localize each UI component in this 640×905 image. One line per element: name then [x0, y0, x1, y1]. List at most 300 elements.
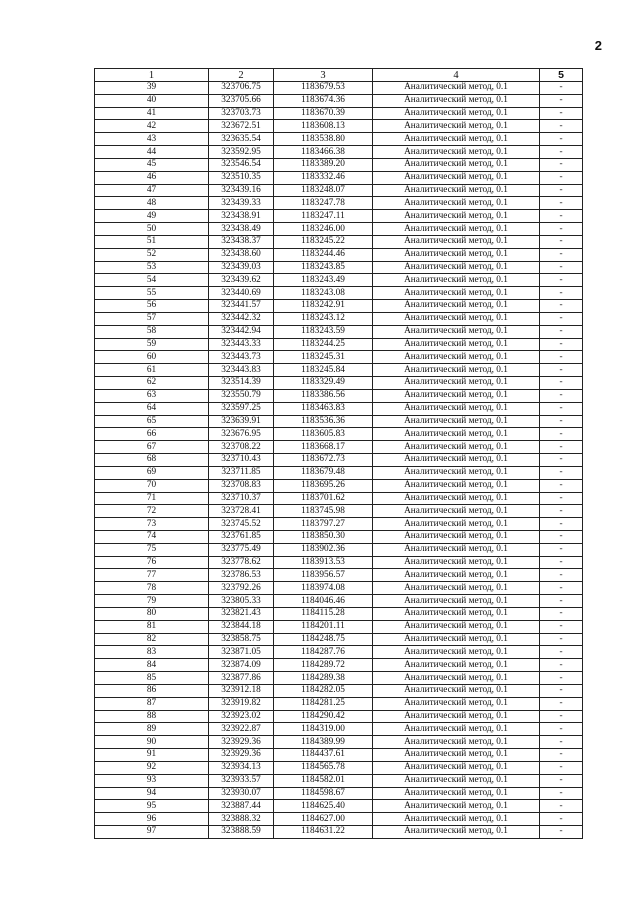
point-number-cell: 87: [95, 697, 209, 710]
point-number-cell: 40: [95, 94, 209, 107]
method-cell: Аналитический метод, 0.1: [373, 787, 540, 800]
x-coordinate-cell: 323874.09: [209, 659, 274, 672]
note-cell: -: [540, 479, 583, 492]
method-cell: Аналитический метод, 0.1: [373, 94, 540, 107]
method-cell: Аналитический метод, 0.1: [373, 441, 540, 454]
note-cell: -: [540, 107, 583, 120]
x-coordinate-cell: 323786.53: [209, 569, 274, 582]
table-row: [95, 530, 583, 543]
y-coordinate-cell: 1183246.00: [274, 223, 373, 236]
point-number-cell: 63: [95, 389, 209, 402]
point-number-cell: 70: [95, 479, 209, 492]
y-coordinate-cell: 1183674.36: [274, 94, 373, 107]
table-row: [95, 171, 583, 184]
point-number-cell: 56: [95, 300, 209, 313]
point-number-cell: 80: [95, 607, 209, 620]
method-cell: Аналитический метод, 0.1: [373, 107, 540, 120]
y-coordinate-cell: 1183536.36: [274, 415, 373, 428]
table-row: [95, 569, 583, 582]
method-cell: Аналитический метод, 0.1: [373, 171, 540, 184]
header-row: [95, 69, 583, 82]
table-row: [95, 684, 583, 697]
point-number-cell: 68: [95, 454, 209, 467]
table-row: [95, 325, 583, 338]
table-row: [95, 672, 583, 685]
note-cell: -: [540, 300, 583, 313]
table-row: [95, 774, 583, 787]
note-cell: -: [540, 261, 583, 274]
x-coordinate-cell: 323888.32: [209, 813, 274, 826]
point-number-cell: 44: [95, 146, 209, 159]
x-coordinate-cell: 323923.02: [209, 710, 274, 723]
method-cell: Аналитический метод, 0.1: [373, 223, 540, 236]
x-coordinate-cell: 323439.03: [209, 261, 274, 274]
note-cell: -: [540, 774, 583, 787]
table-row: [95, 646, 583, 659]
x-coordinate-cell: 323592.95: [209, 146, 274, 159]
point-number-cell: 39: [95, 82, 209, 95]
y-coordinate-cell: 1183247.11: [274, 210, 373, 223]
note-cell: -: [540, 672, 583, 685]
x-coordinate-cell: 323703.73: [209, 107, 274, 120]
x-coordinate-cell: 323438.60: [209, 248, 274, 261]
table-row: [95, 556, 583, 569]
x-coordinate-cell: 323438.37: [209, 235, 274, 248]
y-coordinate-cell: 1183670.39: [274, 107, 373, 120]
table-row: [95, 633, 583, 646]
x-coordinate-cell: 323805.33: [209, 595, 274, 608]
method-cell: Аналитический метод, 0.1: [373, 633, 540, 646]
x-coordinate-cell: 323778.62: [209, 556, 274, 569]
table-row: [95, 479, 583, 492]
y-coordinate-cell: 1183243.49: [274, 274, 373, 287]
y-coordinate-cell: 1184290.42: [274, 710, 373, 723]
table-body: [95, 82, 583, 839]
method-cell: Аналитический метод, 0.1: [373, 595, 540, 608]
point-number-cell: 48: [95, 197, 209, 210]
point-number-cell: 84: [95, 659, 209, 672]
note-cell: -: [540, 454, 583, 467]
method-cell: Аналитический метод, 0.1: [373, 479, 540, 492]
point-number-cell: 79: [95, 595, 209, 608]
x-coordinate-cell: 323550.79: [209, 389, 274, 402]
y-coordinate-cell: 1183245.84: [274, 364, 373, 377]
table-row: [95, 197, 583, 210]
table-row: [95, 505, 583, 518]
y-coordinate-cell: 1183244.46: [274, 248, 373, 261]
method-cell: Аналитический метод, 0.1: [373, 774, 540, 787]
x-coordinate-cell: 323888.59: [209, 826, 274, 839]
note-cell: -: [540, 351, 583, 364]
x-coordinate-cell: 323442.32: [209, 312, 274, 325]
x-coordinate-cell: 323745.52: [209, 518, 274, 531]
point-number-cell: 67: [95, 441, 209, 454]
table-row: [95, 441, 583, 454]
y-coordinate-cell: 1183389.20: [274, 158, 373, 171]
table-row: [95, 210, 583, 223]
method-cell: Аналитический метод, 0.1: [373, 684, 540, 697]
table-row: [95, 582, 583, 595]
point-number-cell: 50: [95, 223, 209, 236]
x-coordinate-cell: 323672.51: [209, 120, 274, 133]
table-row: [95, 518, 583, 531]
point-number-cell: 78: [95, 582, 209, 595]
y-coordinate-cell: 1184281.25: [274, 697, 373, 710]
method-cell: Аналитический метод, 0.1: [373, 492, 540, 505]
y-coordinate-cell: 1184289.38: [274, 672, 373, 685]
header-cell-3: 3: [274, 69, 373, 82]
x-coordinate-cell: 323761.85: [209, 530, 274, 543]
y-coordinate-cell: 1183679.48: [274, 466, 373, 479]
y-coordinate-cell: 1183332.46: [274, 171, 373, 184]
y-coordinate-cell: 1184631.22: [274, 826, 373, 839]
method-cell: Аналитический метод, 0.1: [373, 312, 540, 325]
table-row: [95, 723, 583, 736]
method-cell: Аналитический метод, 0.1: [373, 672, 540, 685]
y-coordinate-cell: 1183672.73: [274, 454, 373, 467]
table-row: [95, 107, 583, 120]
x-coordinate-cell: 323441.57: [209, 300, 274, 313]
table-row: [95, 800, 583, 813]
y-coordinate-cell: 1183913.53: [274, 556, 373, 569]
point-number-cell: 69: [95, 466, 209, 479]
y-coordinate-cell: 1184115.28: [274, 607, 373, 620]
note-cell: -: [540, 646, 583, 659]
point-number-cell: 54: [95, 274, 209, 287]
note-cell: -: [540, 248, 583, 261]
point-number-cell: 41: [95, 107, 209, 120]
x-coordinate-cell: 323775.49: [209, 543, 274, 556]
point-number-cell: 71: [95, 492, 209, 505]
method-cell: Аналитический метод, 0.1: [373, 274, 540, 287]
x-coordinate-cell: 323711.85: [209, 466, 274, 479]
table-row: [95, 312, 583, 325]
point-number-cell: 97: [95, 826, 209, 839]
x-coordinate-cell: 323706.75: [209, 82, 274, 95]
y-coordinate-cell: 1183745.98: [274, 505, 373, 518]
table-row: [95, 659, 583, 672]
method-cell: Аналитический метод, 0.1: [373, 582, 540, 595]
table-row: [95, 184, 583, 197]
point-number-cell: 51: [95, 235, 209, 248]
y-coordinate-cell: 1184389.99: [274, 736, 373, 749]
point-number-cell: 90: [95, 736, 209, 749]
point-number-cell: 85: [95, 672, 209, 685]
table-row: [95, 235, 583, 248]
table-row: [95, 261, 583, 274]
point-number-cell: 52: [95, 248, 209, 261]
method-cell: Аналитический метод, 0.1: [373, 158, 540, 171]
table-header: [95, 69, 583, 82]
x-coordinate-cell: 323728.41: [209, 505, 274, 518]
y-coordinate-cell: 1184625.40: [274, 800, 373, 813]
note-cell: -: [540, 826, 583, 839]
note-cell: -: [540, 595, 583, 608]
note-cell: -: [540, 569, 583, 582]
table-row: [95, 94, 583, 107]
point-number-cell: 66: [95, 428, 209, 441]
method-cell: Аналитический метод, 0.1: [373, 415, 540, 428]
method-cell: Аналитический метод, 0.1: [373, 620, 540, 633]
note-cell: -: [540, 633, 583, 646]
y-coordinate-cell: 1183974.08: [274, 582, 373, 595]
table-row: [95, 248, 583, 261]
y-coordinate-cell: 1184282.05: [274, 684, 373, 697]
y-coordinate-cell: 1183248.07: [274, 184, 373, 197]
note-cell: -: [540, 441, 583, 454]
note-cell: -: [540, 697, 583, 710]
x-coordinate-cell: 323439.33: [209, 197, 274, 210]
note-cell: -: [540, 235, 583, 248]
table-row: [95, 274, 583, 287]
table-row: [95, 158, 583, 171]
point-number-cell: 74: [95, 530, 209, 543]
x-coordinate-cell: 323922.87: [209, 723, 274, 736]
note-cell: -: [540, 377, 583, 390]
y-coordinate-cell: 1183245.22: [274, 235, 373, 248]
point-number-cell: 82: [95, 633, 209, 646]
note-cell: -: [540, 312, 583, 325]
table-row: [95, 415, 583, 428]
note-cell: -: [540, 82, 583, 95]
y-coordinate-cell: 1183247.78: [274, 197, 373, 210]
x-coordinate-cell: 323440.69: [209, 287, 274, 300]
table-row: [95, 813, 583, 826]
method-cell: Аналитический метод, 0.1: [373, 556, 540, 569]
note-cell: -: [540, 761, 583, 774]
table-row: [95, 595, 583, 608]
note-cell: -: [540, 428, 583, 441]
x-coordinate-cell: 323858.75: [209, 633, 274, 646]
method-cell: Аналитический метод, 0.1: [373, 120, 540, 133]
table-row: [95, 338, 583, 351]
y-coordinate-cell: 1184289.72: [274, 659, 373, 672]
note-cell: -: [540, 556, 583, 569]
y-coordinate-cell: 1184565.78: [274, 761, 373, 774]
x-coordinate-cell: 323933.57: [209, 774, 274, 787]
method-cell: Аналитический метод, 0.1: [373, 300, 540, 313]
note-cell: -: [540, 415, 583, 428]
y-coordinate-cell: 1183695.26: [274, 479, 373, 492]
method-cell: Аналитический метод, 0.1: [373, 210, 540, 223]
y-coordinate-cell: 1183605.83: [274, 428, 373, 441]
y-coordinate-cell: 1183243.12: [274, 312, 373, 325]
note-cell: -: [540, 389, 583, 402]
x-coordinate-cell: 323443.73: [209, 351, 274, 364]
method-cell: Аналитический метод, 0.1: [373, 364, 540, 377]
y-coordinate-cell: 1183243.85: [274, 261, 373, 274]
point-number-cell: 95: [95, 800, 209, 813]
method-cell: Аналитический метод, 0.1: [373, 761, 540, 774]
method-cell: Аналитический метод, 0.1: [373, 659, 540, 672]
point-number-cell: 76: [95, 556, 209, 569]
point-number-cell: 47: [95, 184, 209, 197]
header-cell-1: 1: [95, 69, 209, 82]
x-coordinate-cell: 323676.95: [209, 428, 274, 441]
y-coordinate-cell: 1184046.46: [274, 595, 373, 608]
point-number-cell: 72: [95, 505, 209, 518]
x-coordinate-cell: 323929.36: [209, 749, 274, 762]
x-coordinate-cell: 323929.36: [209, 736, 274, 749]
method-cell: Аналитический метод, 0.1: [373, 723, 540, 736]
point-number-cell: 73: [95, 518, 209, 531]
x-coordinate-cell: 323930.07: [209, 787, 274, 800]
point-number-cell: 96: [95, 813, 209, 826]
point-number-cell: 77: [95, 569, 209, 582]
table-row: [95, 133, 583, 146]
y-coordinate-cell: 1184248.75: [274, 633, 373, 646]
y-coordinate-cell: 1183668.17: [274, 441, 373, 454]
y-coordinate-cell: 1183466.38: [274, 146, 373, 159]
point-number-cell: 91: [95, 749, 209, 762]
method-cell: Аналитический метод, 0.1: [373, 736, 540, 749]
method-cell: Аналитический метод, 0.1: [373, 184, 540, 197]
table-row: [95, 492, 583, 505]
table-row: [95, 120, 583, 133]
y-coordinate-cell: 1184319.00: [274, 723, 373, 736]
x-coordinate-cell: 323443.83: [209, 364, 274, 377]
point-number-cell: 42: [95, 120, 209, 133]
note-cell: -: [540, 287, 583, 300]
method-cell: Аналитический метод, 0.1: [373, 749, 540, 762]
point-number-cell: 94: [95, 787, 209, 800]
table-row: [95, 82, 583, 95]
x-coordinate-cell: 323912.18: [209, 684, 274, 697]
table-row: [95, 466, 583, 479]
note-cell: -: [540, 787, 583, 800]
y-coordinate-cell: 1183850.30: [274, 530, 373, 543]
y-coordinate-cell: 1184437.61: [274, 749, 373, 762]
note-cell: -: [540, 620, 583, 633]
x-coordinate-cell: 323443.33: [209, 338, 274, 351]
method-cell: Аналитический метод, 0.1: [373, 325, 540, 338]
point-number-cell: 49: [95, 210, 209, 223]
table-row: [95, 749, 583, 762]
table-row: [95, 287, 583, 300]
method-cell: Аналитический метод, 0.1: [373, 826, 540, 839]
table-row: [95, 454, 583, 467]
y-coordinate-cell: 1183956.57: [274, 569, 373, 582]
table-row: [95, 428, 583, 441]
method-cell: Аналитический метод, 0.1: [373, 646, 540, 659]
y-coordinate-cell: 1183329.49: [274, 377, 373, 390]
table-row: [95, 223, 583, 236]
x-coordinate-cell: 323708.22: [209, 441, 274, 454]
x-coordinate-cell: 323439.16: [209, 184, 274, 197]
header-cell-4: 4: [373, 69, 540, 82]
point-number-cell: 60: [95, 351, 209, 364]
table-row: [95, 364, 583, 377]
note-cell: -: [540, 325, 583, 338]
point-number-cell: 59: [95, 338, 209, 351]
table-row: [95, 736, 583, 749]
point-number-cell: 83: [95, 646, 209, 659]
x-coordinate-cell: 323438.49: [209, 223, 274, 236]
y-coordinate-cell: 1183797.27: [274, 518, 373, 531]
note-cell: -: [540, 210, 583, 223]
note-cell: -: [540, 518, 583, 531]
point-number-cell: 64: [95, 402, 209, 415]
x-coordinate-cell: 323510.35: [209, 171, 274, 184]
note-cell: -: [540, 274, 583, 287]
note-cell: -: [540, 543, 583, 556]
method-cell: Аналитический метод, 0.1: [373, 82, 540, 95]
note-cell: -: [540, 736, 583, 749]
method-cell: Аналитический метод, 0.1: [373, 543, 540, 556]
x-coordinate-cell: 323639.91: [209, 415, 274, 428]
note-cell: -: [540, 133, 583, 146]
point-number-cell: 75: [95, 543, 209, 556]
x-coordinate-cell: 323887.44: [209, 800, 274, 813]
x-coordinate-cell: 323710.43: [209, 454, 274, 467]
y-coordinate-cell: 1183245.31: [274, 351, 373, 364]
x-coordinate-cell: 323546.54: [209, 158, 274, 171]
x-coordinate-cell: 323710.37: [209, 492, 274, 505]
x-coordinate-cell: 323439.62: [209, 274, 274, 287]
point-number-cell: 46: [95, 171, 209, 184]
note-cell: -: [540, 171, 583, 184]
method-cell: Аналитический метод, 0.1: [373, 402, 540, 415]
y-coordinate-cell: 1183902.36: [274, 543, 373, 556]
point-number-cell: 53: [95, 261, 209, 274]
note-cell: -: [540, 223, 583, 236]
point-number-cell: 43: [95, 133, 209, 146]
method-cell: Аналитический метод, 0.1: [373, 133, 540, 146]
note-cell: -: [540, 364, 583, 377]
note-cell: -: [540, 146, 583, 159]
method-cell: Аналитический метод, 0.1: [373, 146, 540, 159]
y-coordinate-cell: 1184201.11: [274, 620, 373, 633]
method-cell: Аналитический метод, 0.1: [373, 466, 540, 479]
table-row: [95, 787, 583, 800]
point-number-cell: 61: [95, 364, 209, 377]
coordinates-table: [94, 68, 583, 839]
y-coordinate-cell: 1183243.59: [274, 325, 373, 338]
method-cell: Аналитический метод, 0.1: [373, 428, 540, 441]
method-cell: Аналитический метод, 0.1: [373, 287, 540, 300]
point-number-cell: 58: [95, 325, 209, 338]
note-cell: -: [540, 530, 583, 543]
table-row: [95, 710, 583, 723]
x-coordinate-cell: 323792.26: [209, 582, 274, 595]
note-cell: -: [540, 158, 583, 171]
note-cell: -: [540, 659, 583, 672]
x-coordinate-cell: 323635.54: [209, 133, 274, 146]
note-cell: -: [540, 197, 583, 210]
x-coordinate-cell: 323442.94: [209, 325, 274, 338]
method-cell: Аналитический метод, 0.1: [373, 351, 540, 364]
note-cell: -: [540, 800, 583, 813]
y-coordinate-cell: 1183463.83: [274, 402, 373, 415]
table-row: [95, 761, 583, 774]
method-cell: Аналитический метод, 0.1: [373, 569, 540, 582]
table-row: [95, 351, 583, 364]
method-cell: Аналитический метод, 0.1: [373, 530, 540, 543]
method-cell: Аналитический метод, 0.1: [373, 710, 540, 723]
note-cell: -: [540, 184, 583, 197]
note-cell: -: [540, 607, 583, 620]
point-number-cell: 45: [95, 158, 209, 171]
table-row: [95, 607, 583, 620]
header-cell-2: 2: [209, 69, 274, 82]
method-cell: Аналитический метод, 0.1: [373, 800, 540, 813]
note-cell: -: [540, 723, 583, 736]
x-coordinate-cell: 323877.86: [209, 672, 274, 685]
point-number-cell: 92: [95, 761, 209, 774]
point-number-cell: 89: [95, 723, 209, 736]
x-coordinate-cell: 323919.82: [209, 697, 274, 710]
method-cell: Аналитический метод, 0.1: [373, 389, 540, 402]
